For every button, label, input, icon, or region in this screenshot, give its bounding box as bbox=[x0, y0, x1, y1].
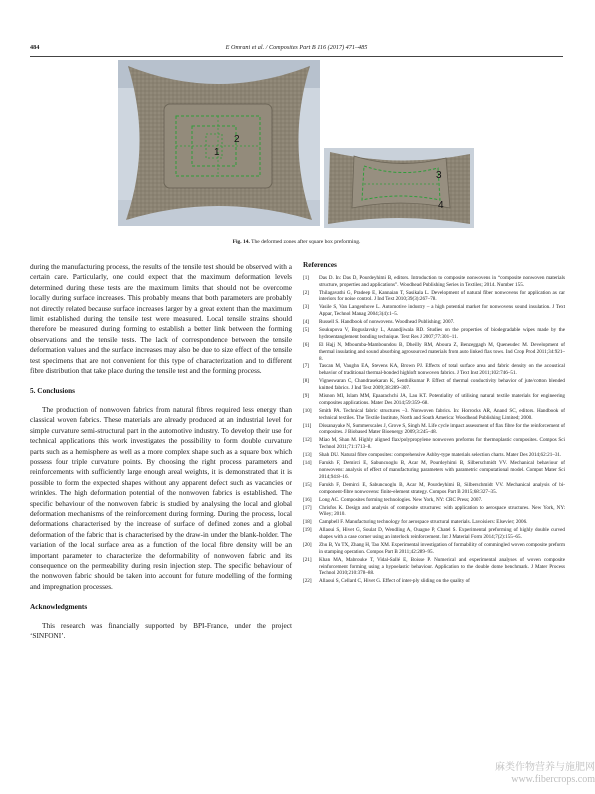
reference-number: [10] bbox=[303, 407, 312, 414]
zone-label-2: 2 bbox=[234, 134, 240, 145]
reference-text: Smith PA. Technical fabric structures –3. Nonwoven fabrics. In: Horrocks AR, Anand SC, editors. Handbook of technical textiles. The Textile Institute, North and South America: Woodhead Publishing Limited; 2000. bbox=[319, 407, 565, 421]
reference-number: [21] bbox=[303, 556, 312, 563]
reference-text: Long AC. Composites forming technologies. New York, NY: CRC Press; 2007. bbox=[319, 496, 483, 503]
references-heading: References bbox=[303, 260, 337, 269]
reference-item bbox=[303, 578, 565, 585]
figure-photo-right bbox=[324, 148, 474, 228]
reference-text: Thilagavathi G, Pradeep E, Kannaian T, Sasikala L. Development of natural fiber nonwovens for application as car interiors for noise control. J Ind Text 2010;39(3):267–78. bbox=[319, 289, 565, 303]
reference-item bbox=[303, 519, 565, 526]
reference-text: Chrisfos K. Design and analysis of composite structures: with application to aerospace structures. New York, NY: Wiley; 2010. bbox=[319, 504, 565, 518]
watermark-line-2: www.fibercrops.com bbox=[511, 774, 595, 785]
reference-item bbox=[303, 460, 565, 480]
reference-number: [4] bbox=[303, 319, 309, 326]
zone-label-1: 1 bbox=[214, 147, 220, 158]
reference-text: Farukh F, Demirci E, Sabuncuoglu B, Acar M, Pourdeyhimi B, Silberschmidt VV. Mechanical analysis of bi-component-fibre nonwovens: finite-element strategy. Compos Part B 2015;68:327–35. bbox=[319, 481, 565, 495]
reference-text: Shah DU. Natural fibre composites: comprehensive Ashby-type materials selection charts. Mater Des 2014;62:21–31. bbox=[319, 452, 562, 459]
reference-text: Das D. In: Das D, Pourdeyhimi B, editors. Introduction to composite nonwovens in “composite nonwoven materials structure, properties and applications”. Woodhead Publishing Series in Textiles; 2014. Number 155. bbox=[319, 274, 565, 288]
reference-item bbox=[303, 482, 565, 496]
reference-text: El Hajj N, Mboumba-Mamboundou B, Dheilly RM, Aboura Z, Benzeggagh M, Queneudec M. Development of thermal insulating and sound absorbing agrosourced materials from auto linked flax tows. Ind Crop Prod 2011;34:921–8. bbox=[319, 341, 565, 362]
watermark bbox=[420, 762, 595, 786]
reference-text: Dissanayake N, Summerscales J, Grove S, Singh M. Life cycle impact assessment of flax fibre for the reinforcement of composites. J Biobased Mater Bioenergy 2009;3:245–48. bbox=[319, 422, 565, 436]
reference-number: [3] bbox=[303, 304, 309, 311]
reference-item bbox=[303, 542, 565, 556]
journal-citation: E Omrani et al. / Composites Part B 116 (2017) 471–485 bbox=[225, 44, 368, 51]
reference-number: [15] bbox=[303, 481, 312, 488]
reference-number: [11] bbox=[303, 422, 312, 429]
reference-number: [1] bbox=[303, 274, 309, 281]
reference-text: Misnon MI, Islam MM, Epaarachchi JA, Lau KT. Potentiality of utilising natural textile materials for engineering composites applications. Mater Des 2014;59:359–68. bbox=[319, 393, 565, 406]
reference-number: [14] bbox=[303, 460, 312, 467]
reference-number: [12] bbox=[303, 437, 312, 444]
reference-item bbox=[303, 393, 565, 407]
acknowledgments-heading: Acknowledgments bbox=[30, 602, 88, 612]
reference-text: Miao M, Shan M. Highly aligned flax/polypropylene nonwoven preforms for thermoplastic composites. Compos Sci Technol 2011;71:1713–8. bbox=[319, 437, 565, 451]
reference-text: Zhu B, Yu TX, Zhang H, Tao XM. Experimental investigation of formability of commingled woven composite preform in stamping operation. Compos Part B 2011;42:289–95. bbox=[319, 542, 565, 555]
caption-text: The deformed zones after square box preforming. bbox=[249, 239, 361, 245]
reference-item bbox=[303, 342, 565, 362]
reference-item bbox=[303, 408, 565, 422]
reference-number: [6] bbox=[303, 341, 309, 348]
reference-text: Allaoui S, Hivet G, Soulat D, Wendling A, Ouagne P, Chatel S. Experimental preforming of highly double curved shapes with a case corner using an interlock reinforcement. Int J Material Form 2014;7(2):155–65. bbox=[319, 527, 565, 541]
reference-number: [13] bbox=[303, 452, 312, 459]
reference-text: Russell S. Handbook of nonwovens. Woodhead Publishing; 2007. bbox=[319, 319, 455, 326]
reference-item bbox=[303, 423, 565, 437]
watermark-line-1: 麻类作物营养与施肥网 bbox=[495, 762, 595, 773]
body-left-column bbox=[30, 262, 292, 641]
reference-number: [19] bbox=[303, 527, 312, 534]
reference-number: [18] bbox=[303, 519, 312, 526]
reference-number: [5] bbox=[303, 327, 309, 334]
reference-number: [8] bbox=[303, 378, 309, 385]
reference-number: [22] bbox=[303, 578, 312, 585]
paragraph-acknowledgments: This research was financially supported by BPI-France, under the project ‘SINFONI’. bbox=[30, 620, 292, 640]
reference-item bbox=[303, 319, 565, 326]
reference-item bbox=[303, 327, 565, 341]
reference-number: [2] bbox=[303, 289, 309, 296]
reference-item bbox=[303, 505, 565, 519]
reference-item bbox=[303, 363, 565, 377]
reference-text: Khan MA, Mabrouke T, Vidal-Sallé E, Boisse P. Numerical and experimental analyses of woven composite reinforcement forming using a hypoelastic behaviour. Application to the double dome benchmark. J Mater Process Technol 2010;210:378–88. bbox=[319, 556, 565, 577]
caption-label: Fig. 14. bbox=[232, 239, 250, 245]
reference-item bbox=[303, 304, 565, 318]
zone-label-4: 4 bbox=[438, 200, 444, 211]
reference-number: [17] bbox=[303, 504, 312, 511]
reference-text: Soukupova V, Boguslavsky L, Anandjiwala RD. Studies on the properties of biodegradable wipes made by the hydroentanglement bonding technique. Text Res J 2007;77:301–11. bbox=[319, 327, 565, 340]
header-rule bbox=[30, 56, 563, 57]
paragraph-conclusions: The production of nonwoven fabrics from natural fibres required less energy than classical woven fabrics. These materials are already produced at an industrial level for simple curvature semi-structural part in the automotive industry. To develop their use for technical applications this work investigates the possibility to form double curvature parts such as a hemisphere as well as a more complex shape such as a square box which possess four triple curvature points. By choosing the right process parameters and reinforcements with sufficiently large enough areal weights, it is demonstrated that it is possible to form the expected shapes without any apparent defect such as vacancies or wrinkles. The high deformation potential of the nonwoven fabrics is established. The specific behaviour of the nonwoven fabric is studied by analysing the local and global deformation mechanisms of the reinforcement during forming. During the process, local deformations characterised by the increase of surface of defined zones and a global deformation of the fabric that is characterised by the draw-in under the blank-holder. The variation of the local surface area as a function of the local fibre density will be an important parameter to characterize the deformability of nonwoven fabric and its consequence on the permeability during resin injection step. The specific behaviour of the nonwoven fabric should be taken into account for future modelling of the forming and impregnation processes. bbox=[30, 404, 292, 591]
page-number: 484 bbox=[30, 44, 40, 51]
reference-text: Farukh F, Demirci E, Sabuncuoglu B, Acar M, Pourdeyhimi B, Silberschmidt VV. Mechanical behaviour of nonwovens: analysis of effect of manufacturing parameters with parametric computational model. Comput Mater Sci 2014;94:8–16. bbox=[319, 460, 565, 480]
paragraph-continuation: during the manufacturing process, the results of the tensile test should be observed with a certain care. Particularly, one could expect that the maximum deformation levels determined during these tests are the maximum limits that should not be overcome locally during surface increases. This probably means that both parameters are probably not directly related because surface increases larger by a great extent than the maximum limit established during the tensile test were measured. Local tensile strains should therefore be measured during forming to establish a better link between the forming observations and the tensile tests. The lack of correspondence between the tensile deformation values and the surface increases may also be due to size effect of the tensile test specimens that are not convenient for this type of characterization and to different fibre distribution that take place during the tensile test and the forming process. bbox=[30, 262, 292, 376]
reference-item bbox=[303, 497, 565, 504]
reference-text: Campbell F. Manufacturing technology for aerospace structural materials. Lavoisiers: Elsevier; 2006. bbox=[319, 519, 528, 526]
reference-item bbox=[303, 452, 565, 459]
reference-item bbox=[303, 557, 565, 577]
figure-caption bbox=[30, 239, 563, 245]
reference-item bbox=[303, 437, 565, 451]
conclusions-heading: 5. Conclusions bbox=[30, 386, 76, 396]
reference-number: [16] bbox=[303, 496, 312, 503]
reference-text: Allaoui S, Cellard C, Hivet G. Effect of inter-ply sliding on the quality of bbox=[319, 578, 470, 585]
reference-text: Vasile S, Van Langenhove L. Automotive industry – a high potential market for nonwovens sound insulation. J Text Appar, Technol Manag 2004;3(4):1–5. bbox=[319, 304, 565, 318]
reference-item bbox=[303, 290, 565, 304]
reference-list bbox=[303, 275, 565, 585]
zone-label-3: 3 bbox=[436, 170, 442, 181]
reference-item bbox=[303, 275, 565, 289]
reference-number: [7] bbox=[303, 363, 309, 370]
reference-number: [20] bbox=[303, 542, 312, 549]
references-column bbox=[303, 262, 565, 586]
reference-text: Tascan M, Vaughn EA, Stevens KA, Brown PJ. Effects of total surface area and fabric density on the acoustical behavior of traditional thermal-bonded highloft nonwoven fabrics. J Text Inst 2011;102:746–51. bbox=[319, 363, 565, 377]
reference-item bbox=[303, 527, 565, 541]
running-head bbox=[30, 44, 563, 56]
reference-text: Vigneswaran C, Chandrasekaran K, Senthilkumar P. Effect of thermal conductivity behavior of jute/cotton blended knitted fabrics. J Ind Text 2009;38:289–307. bbox=[319, 378, 565, 392]
reference-item bbox=[303, 378, 565, 392]
figure-photo-left bbox=[118, 60, 320, 226]
reference-number: [9] bbox=[303, 393, 309, 400]
